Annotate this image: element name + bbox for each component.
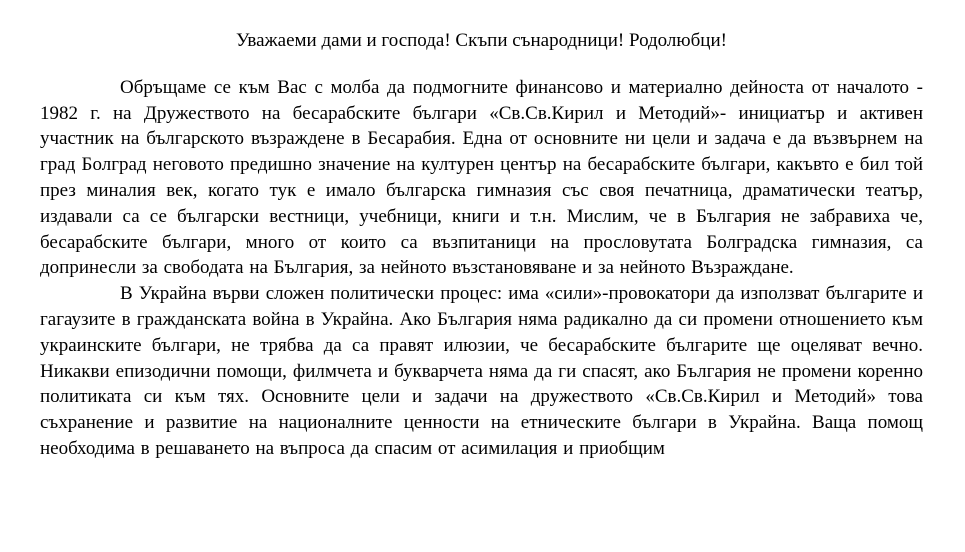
- greeting-heading: Уважаеми дами и господа! Скъпи сънародници! Родолюбци!: [236, 30, 727, 51]
- paragraph-ukraine: В Украйна върви сложен политически процес: има «сили»-провокатори да използват българите и гагаузите в гражданската война в Украйна. Ако България няма радикално да си промени отношението към украинските българи, не трябва да са правят илюзии, че бесарабските българите ще оцеляват вечно. Никакви епизодични помощи, филмчета и букварчета няма да ги спасят, ако България не промени коренно политиката си към тях. Основните цели и задачи на дружеството «Св.Св.Кирил и Методий» това съхранение и развитие на националните ценности на етническите българи в Украйна. Ваща помощ необходима в решаването на въпроса да спасим от асимилация и приобщим: [40, 283, 923, 459]
- paragraph-appeal: Обръщаме се към Вас с молба да подмогните финансово и материално дейноста от началото - 1982 г. на Дружеството на бесарабските българи «Св.Св.Кирил и Методий»- инициатър и активен участник на българското възраждене в Бесарабия. Една от основните ни цели и задача е да възвърнем на град Болград неговото предишно значение на културен център на бесарабските българи, какъвто е бил той през миналия век, когато тук е имало българска гимназия със своя печатница, драматически театър, издавали са се български вестници, учебници, книги и т.н. Мислим, че в България не забравиха че, бесарабските българи, много от които са възпитаници на прословутата Болградска гимназия, са допринесли за свободата на България, за нейното възстановяване и за нейното Възраждане.: [40, 76, 923, 279]
- document-page: [40, 28, 923, 462]
